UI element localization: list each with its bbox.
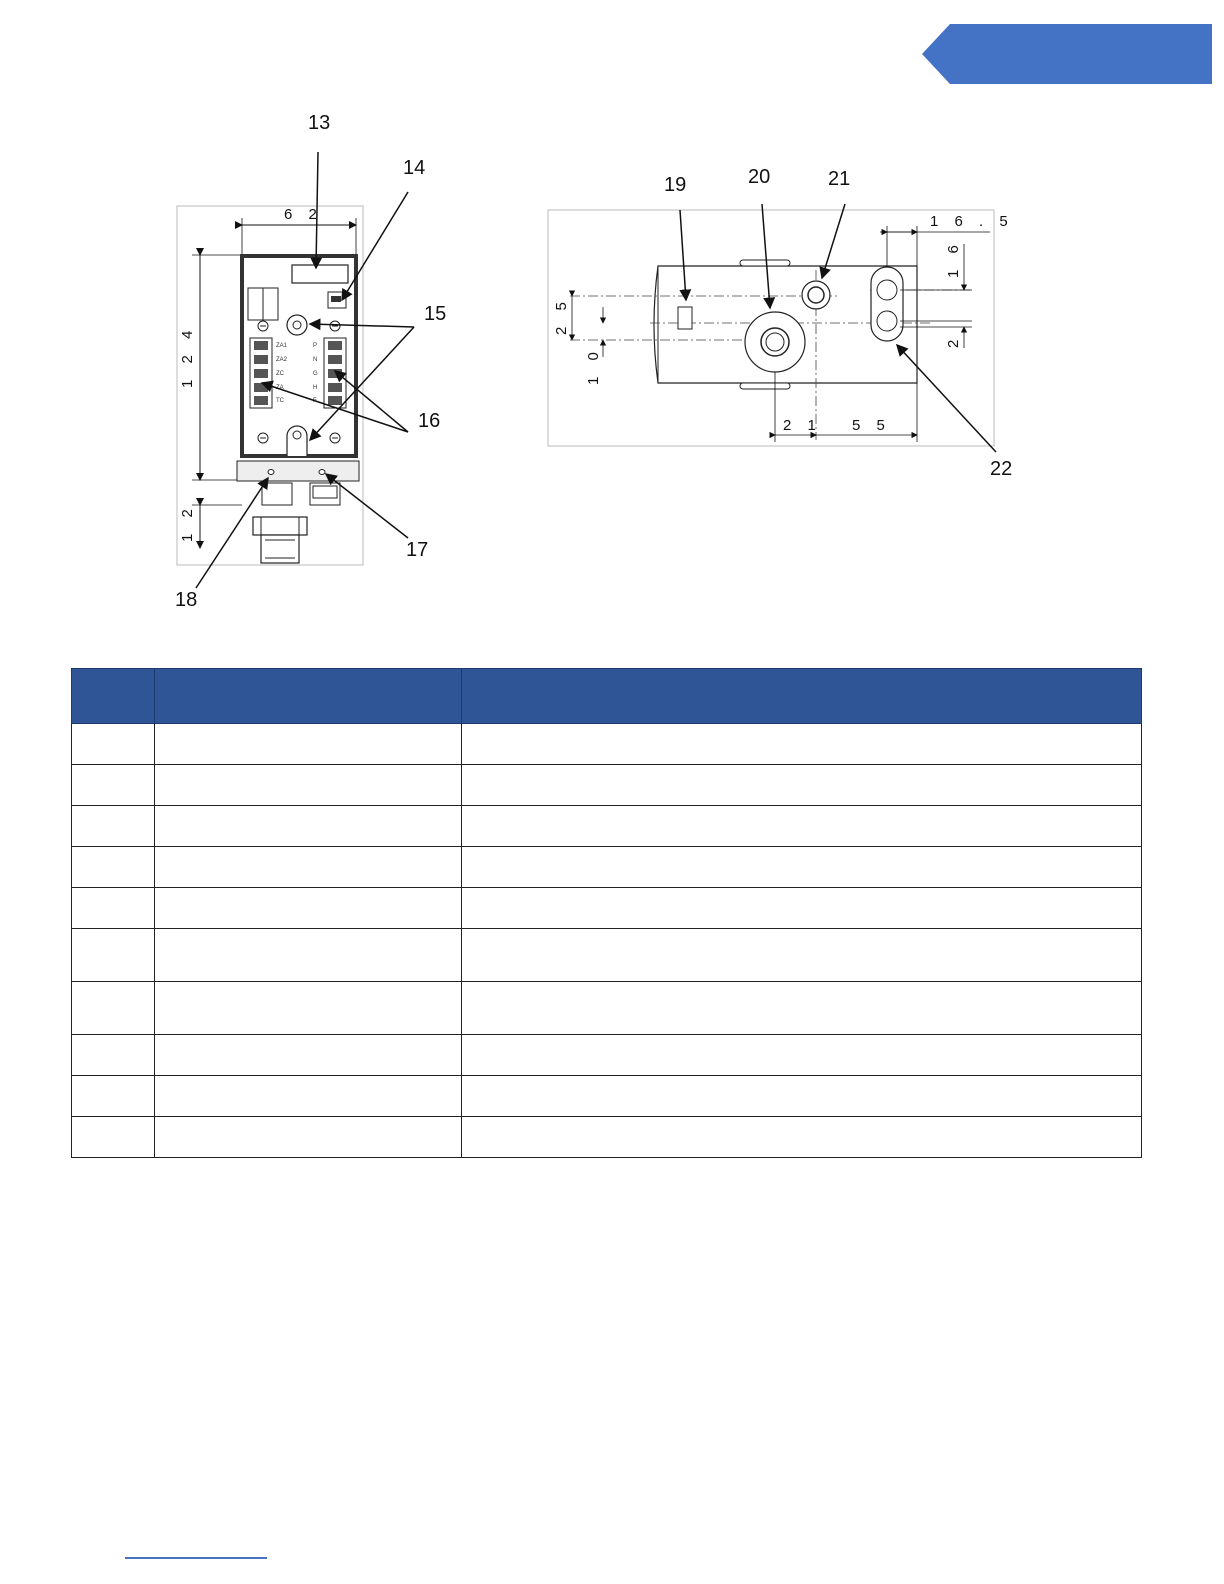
- cell-number: [72, 847, 155, 888]
- cell-description: [462, 1117, 1142, 1158]
- cell-description: [462, 765, 1142, 806]
- terminal-label-za2: ZA2: [276, 357, 288, 363]
- cell-part: [155, 888, 462, 929]
- cell-number: [72, 1117, 155, 1158]
- cell-description: [462, 847, 1142, 888]
- dim-base-label: 1 2: [179, 503, 196, 542]
- cell-description: [462, 1035, 1142, 1076]
- cell-description: [462, 1076, 1142, 1117]
- cell-part: [155, 765, 462, 806]
- table-row: [72, 806, 1142, 847]
- terminal-label-p: P: [313, 343, 318, 349]
- dim-left-upper-label: 2 5: [553, 296, 570, 335]
- side-view-drawing: [540, 160, 1030, 490]
- cell-part: [155, 1076, 462, 1117]
- corner-tab-banner: [922, 24, 1212, 84]
- table-header-row: [72, 669, 1142, 724]
- table-row: [72, 847, 1142, 888]
- cell-part: [155, 929, 462, 982]
- table-row: [72, 1035, 1142, 1076]
- cell-part: [155, 724, 462, 765]
- table-row: [72, 929, 1142, 982]
- table-row: [72, 765, 1142, 806]
- cell-number: [72, 1076, 155, 1117]
- cell-description: [462, 724, 1142, 765]
- dim-left-lower-label: 1 0: [585, 346, 602, 385]
- terminal-label-f: F: [313, 398, 317, 404]
- table-row: [72, 982, 1142, 1035]
- front-view-drawing: [150, 100, 470, 620]
- table-row: [72, 724, 1142, 765]
- callout-19: 19: [664, 174, 687, 196]
- cell-part: [155, 982, 462, 1035]
- callout-15: 15: [424, 303, 447, 325]
- cell-number: [72, 765, 155, 806]
- table-row: [72, 1076, 1142, 1117]
- terminal-label-g: G: [313, 371, 318, 377]
- cell-description: [462, 888, 1142, 929]
- dim-bottom-left-label: 2 1: [783, 417, 822, 434]
- terminal-label-n: N: [313, 357, 318, 363]
- terminal-label-za1: ZA1: [276, 343, 288, 349]
- cell-number: [72, 888, 155, 929]
- header-part: [155, 669, 462, 724]
- cell-description: [462, 982, 1142, 1035]
- table-row: [72, 1117, 1142, 1158]
- callout-14: 14: [403, 157, 426, 179]
- cell-part: [155, 1117, 462, 1158]
- callout-20: 20: [748, 166, 771, 188]
- callout-13: 13: [308, 112, 331, 134]
- table-row: [72, 888, 1142, 929]
- cell-number: [72, 724, 155, 765]
- callout-22: 22: [990, 458, 1013, 480]
- dim-right-lower-label: 2: [945, 333, 962, 348]
- callout-17: 17: [406, 539, 429, 561]
- header-description: [462, 669, 1142, 724]
- terminal-label-tc: TC: [276, 398, 284, 404]
- cell-number: [72, 1035, 155, 1076]
- cell-part: [155, 847, 462, 888]
- dim-top-label: 1 6 . 5: [930, 213, 1014, 230]
- dim-height-label: 1 2 4: [179, 324, 196, 388]
- dim-right-upper-label: 1 6: [945, 239, 962, 278]
- cell-number: [72, 806, 155, 847]
- cell-number: [72, 929, 155, 982]
- cell-part: [155, 806, 462, 847]
- cell-part: [155, 1035, 462, 1076]
- dim-bottom-right-label: 5 5: [852, 417, 891, 434]
- terminal-label-zc: ZC: [276, 371, 284, 377]
- cell-description: [462, 929, 1142, 982]
- footer-divider: [125, 1557, 267, 1559]
- callout-16: 16: [418, 410, 441, 432]
- terminal-label-h: H: [313, 385, 318, 391]
- parts-table: [71, 668, 1142, 1158]
- cell-number: [72, 982, 155, 1035]
- callout-18: 18: [175, 589, 198, 611]
- callout-21: 21: [828, 168, 851, 190]
- cell-description: [462, 806, 1142, 847]
- header-number: [72, 669, 155, 724]
- terminal-label-za: ZA: [276, 385, 284, 391]
- dim-width-label: 6 2: [284, 206, 323, 223]
